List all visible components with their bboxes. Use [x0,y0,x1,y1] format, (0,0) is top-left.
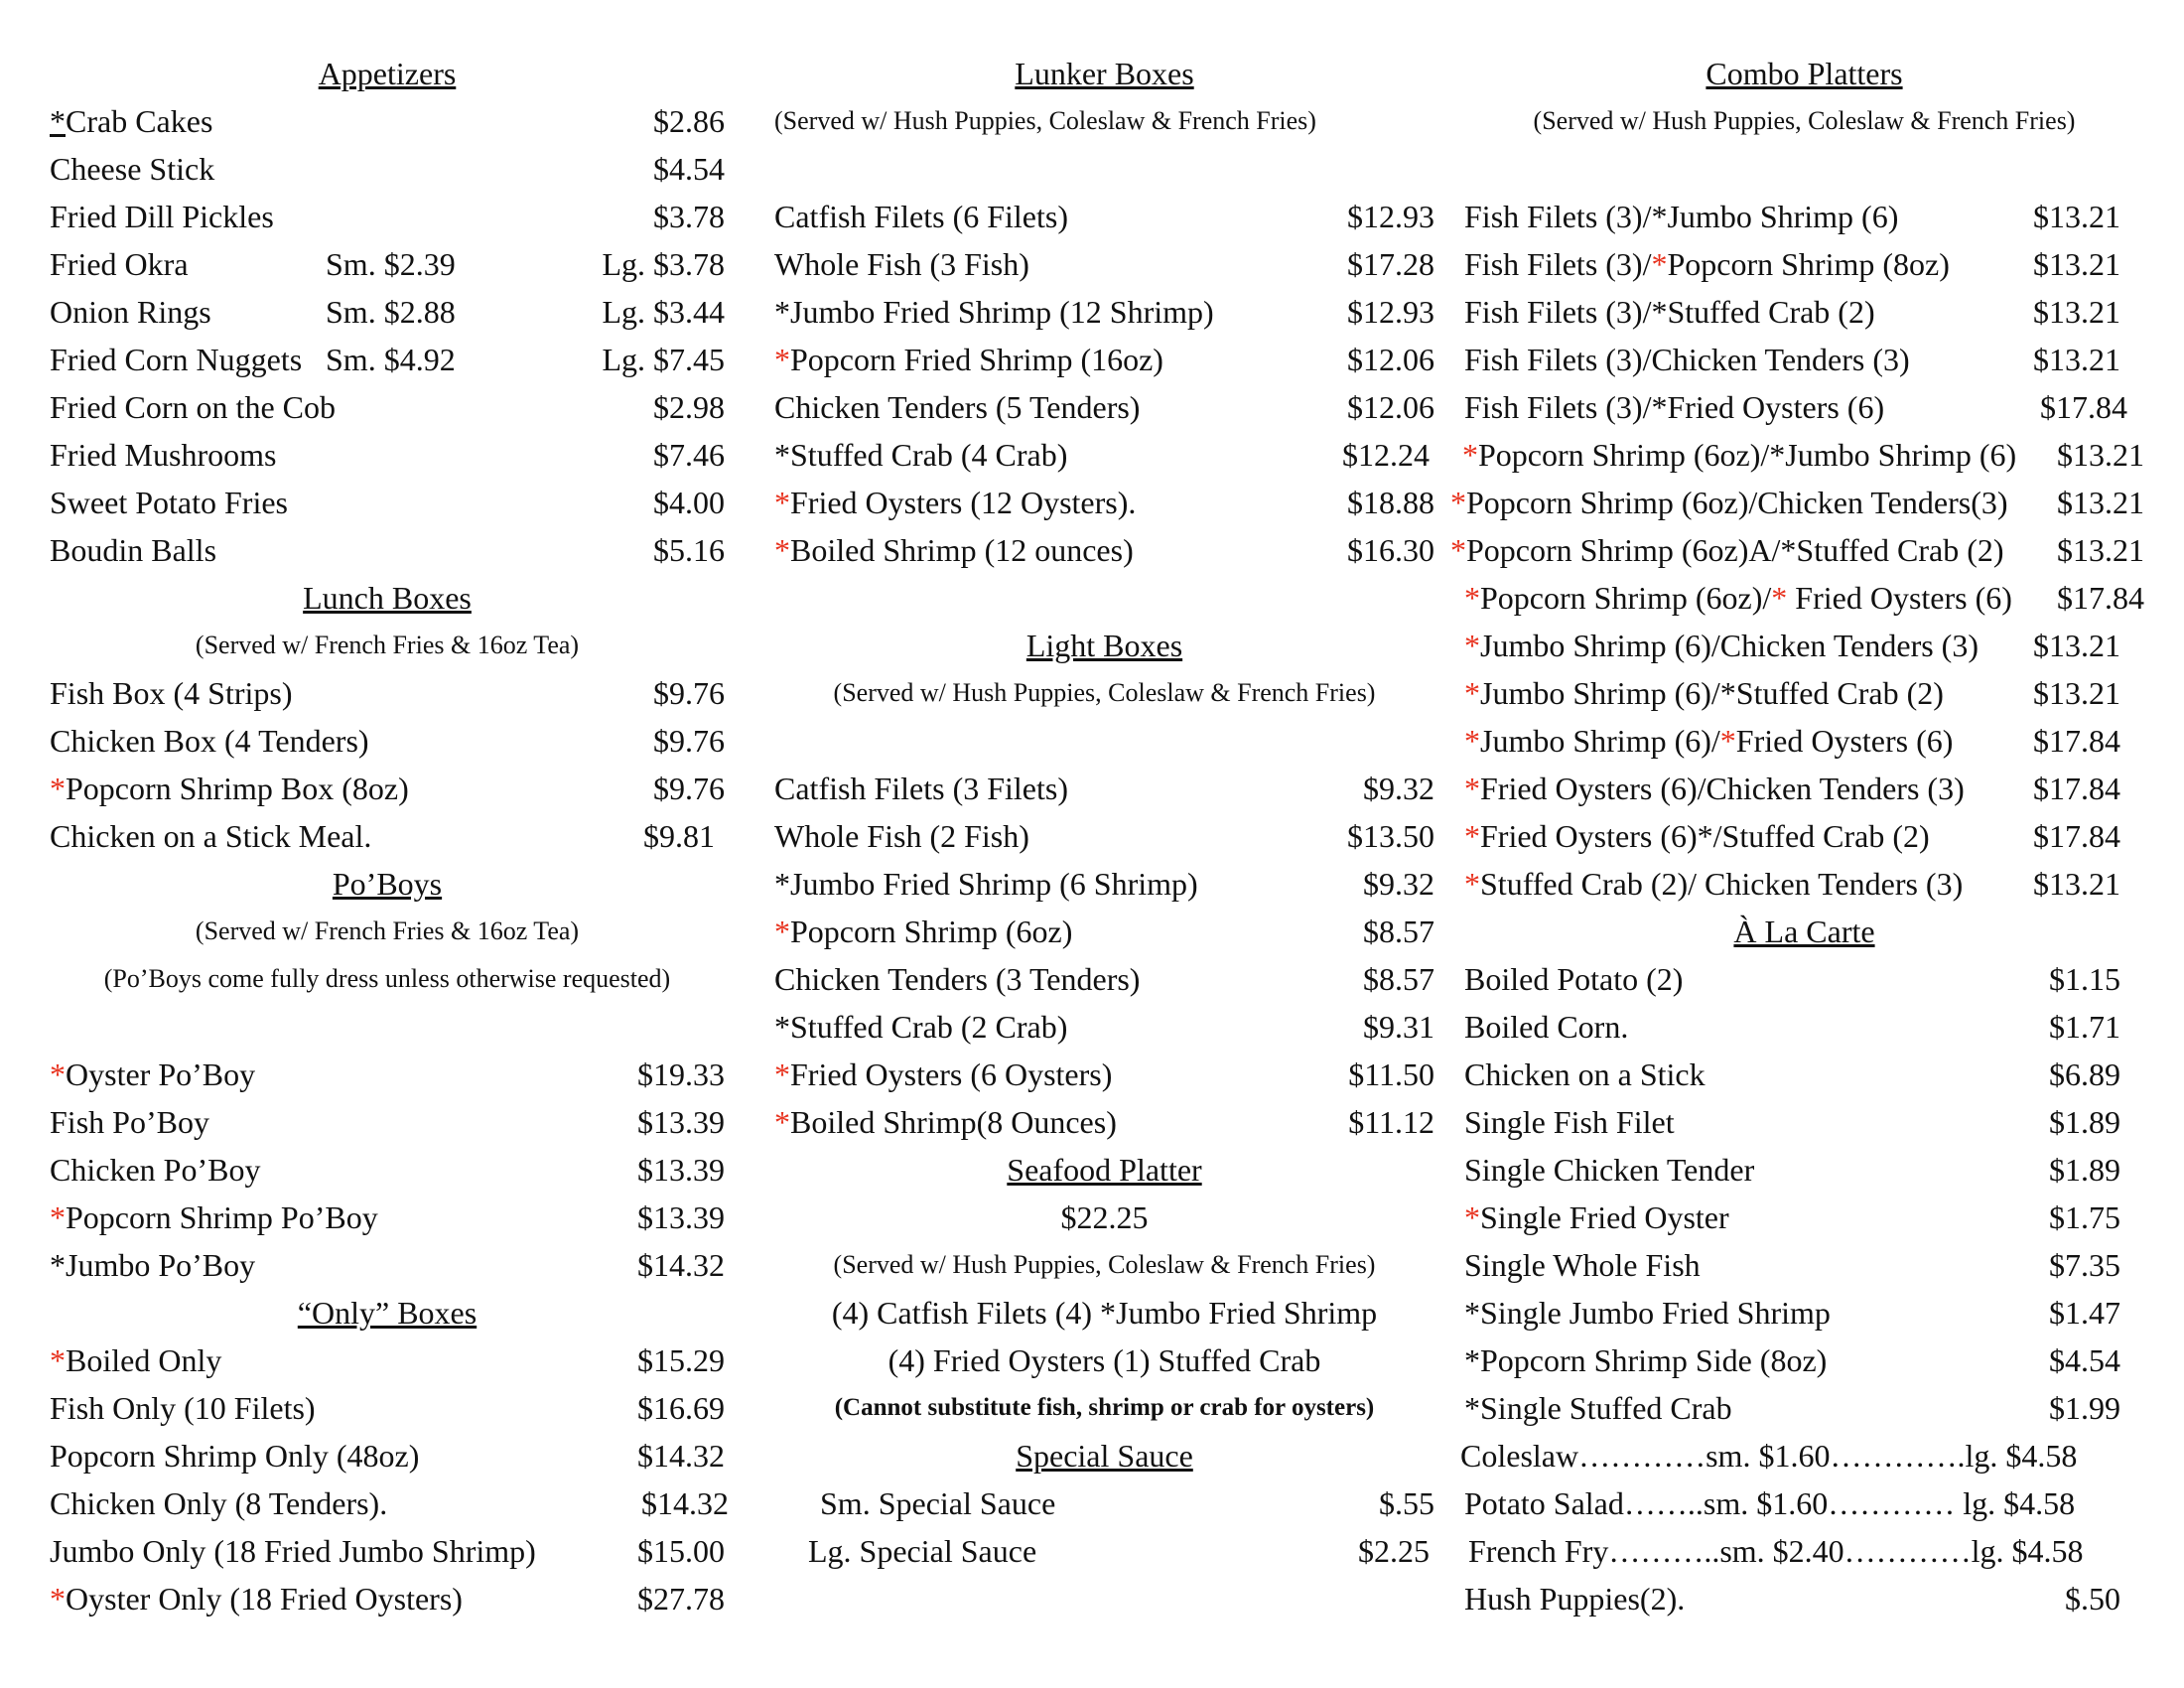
item-name: Chicken Po’Boy [50,1152,261,1188]
item-name: Fried Oysters (12 Oysters). [790,485,1137,520]
menu-item [774,955,1434,1003]
item-name: Boudin Balls [50,532,217,568]
menu-item [50,669,725,717]
star-marker: * [1719,675,1736,711]
item-name-part: Stuffed Crab (2) [1796,532,2004,568]
item-price: $6.89 [2049,1056,2120,1092]
item-name-part: Fish Filets (3)/ [1464,342,1652,377]
item-name-part: Fried Oysters (6)/ [1480,771,1706,806]
menu-item [50,1336,725,1384]
lunch-boxes-heading: Lunch Boxes [303,580,472,616]
item-price: $14.32 [637,1247,725,1283]
item-name: Fried Dill Pickles [50,199,274,234]
seafood-platter-line-2: (4) Fried Oysters (1) Stuffed Crab [887,1342,1321,1378]
spacer [774,145,1434,193]
item-price: $14.32 [641,1485,729,1521]
item-name: Fish Box (4 Strips) [50,675,293,711]
combo-platters-note: (Served w/ Hush Puppies, Coleslaw & French Fries) [1533,106,2076,135]
star-marker: * [1719,723,1736,759]
item-price: $13.21 [2033,294,2120,330]
star-marker: * [50,103,66,139]
menu-item [1464,1194,2144,1241]
combo-item [1464,240,2144,288]
side-item [1464,1527,2144,1575]
item-name-part: Stuffed Crab (2) [1667,294,1875,330]
item-price: $4.54 [2049,1342,2120,1378]
menu-item [774,288,1434,336]
item-name: Single Fried Oyster [1480,1199,1729,1235]
item-price: $12.93 [1347,199,1434,234]
star-marker: * [1771,580,1788,616]
item-name-part: Jumbo Shrimp (6) [1785,437,2017,473]
menu-item [1464,1384,2144,1432]
combo-item [1464,622,2144,669]
item-name-part: Chicken Tenders (3) [1719,628,1979,663]
item-name: Chicken on a Stick [1464,1056,1706,1092]
menu-item [50,765,725,812]
combo-platters-heading: Combo Platters [1706,56,1903,91]
item-name-part: Chicken Tenders (3) [1706,771,1965,806]
item-name-part: Jumbo Shrimp (6)/ [1480,675,1720,711]
star-marker: * [1464,675,1480,711]
a-la-carte-list [1464,955,2144,1432]
item-name-part: Popcorn Shrimp (6oz)/ [1466,485,1758,520]
item-name: Fish Only (10 Filets) [50,1390,316,1426]
menu-item [50,526,725,574]
poboys-dress-note: (Po’Boys come fully dress unless otherwise requested) [103,964,671,993]
right-column [1450,50,2144,1622]
combo-list [1450,193,2144,908]
star-marker: * [1651,389,1668,425]
item-price: $13.21 [2033,866,2120,902]
item-price: $11.12 [1348,1104,1434,1140]
item-name: *Popcorn Shrimp Side (8oz) [1464,1342,1828,1378]
menu-item [50,383,725,431]
item-name-part: Stuffed Crab (2) [1721,818,1930,854]
star-marker: * [50,1342,66,1378]
item-price: $4.54 [653,151,725,187]
item-price: $12.24 [1342,437,1430,473]
item-name: Chicken on a Stick Meal. [50,818,372,854]
lunker-boxes-heading: Lunker Boxes [1015,56,1194,91]
item-name: Fried Okra [50,246,189,282]
item-price: $9.81 [643,818,715,854]
item-name: Popcorn Shrimp Po’Boy [66,1199,378,1235]
menu-item [774,812,1434,860]
seafood-platter-heading: Seafood Platter [1007,1152,1202,1188]
item-name-part: Fish Filets (3)/ [1464,246,1652,282]
combo-item [1464,336,2144,383]
item-price: $1.99 [2049,1390,2120,1426]
star-marker: * [1651,199,1668,234]
star-marker: * [1464,723,1480,759]
menu-item [50,479,725,526]
menu-item [1464,1003,2144,1051]
seafood-platter-price: $22.25 [1060,1199,1149,1235]
item-name: *Single Jumbo Fried Shrimp [1464,1295,1831,1331]
star-marker: * [1464,628,1480,663]
spacer [774,717,1434,765]
item-name: Cheese Stick [50,151,215,187]
item-price: $27.78 [637,1581,725,1617]
item-name-part: Fried Oysters (6) [1787,580,2012,616]
large-price: Lg. $3.78 [602,246,725,282]
item-price: $5.16 [653,532,725,568]
item-name: Single Whole Fish [1464,1247,1701,1283]
item-price: $12.06 [1347,389,1434,425]
menu-item [774,479,1434,526]
combo-item [1450,526,2144,574]
combo-item [1464,383,2144,431]
combo-item [1464,669,2144,717]
menu-item [774,431,1434,479]
menu-item [774,240,1434,288]
item-price: $13.21 [2033,199,2120,234]
combo-item [1450,479,2144,526]
menu-item [774,1479,1434,1527]
combo-item [1464,193,2144,240]
star-marker: * [774,1104,790,1140]
a-la-carte-heading: À La Carte [1733,914,1875,949]
item-price: $16.30 [1347,532,1434,568]
star-marker: * [1769,437,1786,473]
item-price: $1.15 [2049,961,2120,997]
item-price: $17.84 [2057,580,2144,616]
item-name: Single Chicken Tender [1464,1152,1755,1188]
item-price: $13.21 [2033,675,2120,711]
star-marker: * [774,914,790,949]
item-name: Boiled Only [66,1342,222,1378]
lunker-boxes-note: (Served w/ Hush Puppies, Coleslaw & French Fries) [774,106,1316,135]
menu-item [774,336,1434,383]
menu-item [50,336,725,383]
item-price: $15.29 [637,1342,725,1378]
item-name: Hush Puppies(2). [1464,1581,1686,1617]
item-price: $2.86 [653,103,725,139]
item-price: $19.33 [637,1056,725,1092]
poboys-note: (Served w/ French Fries & 16oz Tea) [195,916,580,945]
item-name: *Single Stuffed Crab [1464,1390,1732,1426]
left-column [50,50,729,1622]
item-name: Fried Oysters (6 Oysters) [790,1056,1113,1092]
side-item [1460,1432,2144,1479]
item-price: $8.57 [1363,914,1434,949]
item-price: $.55 [1379,1485,1434,1521]
menu-item [50,1479,729,1527]
item-price: $14.32 [637,1438,725,1474]
star-marker: * [1450,485,1466,520]
item-price: $13.21 [2057,485,2144,520]
star-marker: * [1464,818,1480,854]
only-boxes-heading: “Only” Boxes [297,1295,478,1331]
item-price: $17.84 [2040,389,2127,425]
seafood-platter-warning: (Cannot substitute fish, shrimp or crab for oysters) [834,1394,1375,1421]
menu-item [774,383,1434,431]
item-price: $7.35 [2049,1247,2120,1283]
item-price: $13.39 [637,1152,725,1188]
star-marker: * [50,1581,66,1617]
side-item [1464,1479,2144,1527]
menu-item [774,1003,1434,1051]
star-marker: * [1462,437,1478,473]
light-boxes-note: (Served w/ Hush Puppies, Coleslaw & French Fries) [833,678,1376,707]
item-name-part: Jumbo Shrimp (6)/ [1480,723,1720,759]
item-name-part: Chicken Tenders (3) [1705,866,1964,902]
item-price: $1.89 [2049,1104,2120,1140]
item-price: $9.31 [1363,1009,1434,1045]
star-marker: * [774,342,790,377]
item-price: $12.93 [1347,294,1434,330]
combo-item [1464,574,2144,622]
star-marker: * [774,485,790,520]
item-price: $1.89 [2049,1152,2120,1188]
item-name: Boiled Shrimp(8 Ounces) [790,1104,1117,1140]
side-text: French Fry………..sm. $2.40…………lg. $4.58 [1468,1533,2084,1569]
item-price: $4.00 [653,485,725,520]
menu-item [50,288,725,336]
star-marker: * [1450,532,1466,568]
item-name: Chicken Tenders (5 Tenders) [774,389,1141,425]
item-name: Whole Fish (3 Fish) [774,246,1029,282]
item-name: Fried Mushrooms [50,437,277,473]
item-name-part: Popcorn Shrimp (6oz)A/ [1466,532,1781,568]
item-name-part: Stuffed Crab (2)/ [1480,866,1706,902]
star-marker: * [50,1056,66,1092]
item-name: *Jumbo Fried Shrimp (12 Shrimp) [774,294,1214,330]
combo-item [1464,431,2144,479]
item-name-part: Jumbo Shrimp (6) [1667,199,1899,234]
menu-item [774,765,1434,812]
combo-item [1464,288,2144,336]
menu-item [774,1098,1434,1146]
item-name: Catfish Filets (6 Filets) [774,199,1068,234]
spacer [50,1003,725,1051]
menu-item [50,1384,725,1432]
item-name: *Jumbo Fried Shrimp (6 Shrimp) [774,866,1198,902]
item-name-part: Chicken Tenders (3) [1651,342,1910,377]
spacer [774,574,1434,622]
menu-item [774,526,1434,574]
menu-item [1464,1051,2144,1098]
item-name-part: Popcorn Shrimp (8oz) [1667,246,1950,282]
side-text: Coleslaw…………sm. $1.60………….lg. $4.58 [1460,1438,2078,1474]
menu-item [774,1051,1434,1098]
combo-item [1464,717,2144,765]
middle-column [774,50,1434,1575]
item-price: $1.47 [2049,1295,2120,1331]
combo-item [1464,812,2144,860]
item-name: Whole Fish (2 Fish) [774,818,1029,854]
item-name-part: Fish Filets (3)/ [1464,199,1652,234]
menu-item [1464,1241,2144,1289]
combo-item [1464,860,2144,908]
star-marker: * [50,1199,66,1235]
item-name-part: Fish Filets (3)/ [1464,389,1652,425]
menu-item [1464,955,2144,1003]
seafood-platter-line-1: (4) Catfish Filets (4) *Jumbo Fried Shrimp [831,1295,1378,1331]
menu-item [50,1051,725,1098]
large-price: Lg. $3.44 [602,294,725,330]
item-price: $18.88 [1347,485,1434,520]
item-name-part: Fried Oysters (6) [1667,389,1885,425]
menu-item [50,1194,725,1241]
item-price: $13.21 [2033,628,2120,663]
item-name: Popcorn Shrimp Box (8oz) [66,771,409,806]
item-name: Popcorn Shrimp Only (48oz) [50,1438,420,1474]
item-name: *Stuffed Crab (2 Crab) [774,1009,1068,1045]
item-price: $17.84 [2033,818,2120,854]
item-price: $9.32 [1363,866,1434,902]
menu-item [50,145,725,193]
item-name: Lg. Special Sauce [808,1533,1037,1569]
menu-item [50,431,725,479]
menu-item [50,1575,725,1622]
item-price: $9.76 [653,675,725,711]
item-price: $1.71 [2049,1009,2120,1045]
item-name: Chicken Only (8 Tenders). [50,1485,388,1521]
item-price: $9.76 [653,723,725,759]
item-name-part: Fried Oysters (6) [1735,723,1954,759]
menu-item [50,1527,725,1575]
item-price: $9.76 [653,771,725,806]
item-name: *Stuffed Crab (4 Crab) [774,437,1068,473]
star-marker: * [774,532,790,568]
menu-item [50,1432,725,1479]
spacer [1464,145,2144,193]
item-price: $13.21 [2033,342,2120,377]
star-marker: * [1464,580,1480,616]
item-price: $11.50 [1348,1056,1434,1092]
menu-item [1464,1146,2144,1194]
item-name-part: Popcorn Shrimp (6oz)/ [1480,580,1772,616]
item-name: Popcorn Shrimp (6oz) [790,914,1073,949]
menu-item [50,717,725,765]
item-name-part: Chicken Tenders(3) [1757,485,2008,520]
item-price: $9.32 [1363,771,1434,806]
item-name: Chicken Tenders (3 Tenders) [774,961,1141,997]
menu-item [50,240,725,288]
item-price: $1.75 [2049,1199,2120,1235]
item-name: Sm. Special Sauce [820,1485,1056,1521]
item-name: Jumbo Only (18 Fried Jumbo Shrimp) [50,1533,536,1569]
star-marker: * [774,1056,790,1092]
menu-item [1464,1575,2144,1622]
star-marker: * [50,771,66,806]
item-name: Fried Corn on the Cob [50,389,336,425]
menu-item [50,1146,725,1194]
item-price: $2.25 [1358,1533,1430,1569]
star-marker: * [1651,294,1668,330]
light-boxes-heading: Light Boxes [1025,628,1183,663]
menu-item [774,860,1434,908]
lunch-boxes-note: (Served w/ French Fries & 16oz Tea) [195,631,580,659]
item-price: $13.39 [637,1199,725,1235]
star-marker: * [1464,771,1480,806]
item-price: $17.28 [1347,246,1434,282]
item-price: $8.57 [1363,961,1434,997]
item-price: $17.84 [2033,723,2120,759]
item-price: $.50 [2065,1581,2120,1617]
menu-item [50,1098,725,1146]
small-price: Sm. $4.92 [326,342,456,377]
menu-item [774,193,1434,240]
item-name-part: Jumbo Shrimp (6)/ [1480,628,1720,663]
item-price: $15.00 [637,1533,725,1569]
large-price: Lg. $7.45 [602,342,725,377]
item-name-part: Fish Filets (3)/ [1464,294,1652,330]
seafood-platter-note: (Served w/ Hush Puppies, Coleslaw & French Fries) [833,1250,1376,1279]
menu-item [50,193,725,240]
item-name: Boiled Potato (2) [1464,961,1684,997]
item-name: Boiled Shrimp (12 ounces) [790,532,1134,568]
side-text: Potato Salad……..sm. $1.60………… lg. $4.58 [1464,1485,2076,1521]
small-price: Sm. $2.88 [326,294,456,330]
item-name: Single Fish Filet [1464,1104,1675,1140]
item-name: Crab Cakes [66,103,213,139]
menu-item [50,812,725,860]
menu-item [50,1241,725,1289]
item-price: $13.21 [2033,246,2120,282]
item-name: Fried Corn Nuggets [50,342,303,377]
item-name: Fish Po’Boy [50,1104,209,1140]
item-price: $3.78 [653,199,725,234]
item-name: Oyster Only (18 Fried Oysters) [66,1581,463,1617]
menu-item [50,97,725,145]
poboys-heading: Po’Boys [332,866,443,902]
menu-item [774,908,1434,955]
star-marker: * [1464,866,1480,902]
item-name: Onion Rings [50,294,211,330]
small-price: Sm. $2.39 [326,246,456,282]
special-sauce-heading: Special Sauce [1016,1438,1193,1474]
star-marker: * [1464,1199,1480,1235]
item-name: Sweet Potato Fries [50,485,288,520]
item-price: $13.50 [1347,818,1434,854]
item-name: Popcorn Fried Shrimp (16oz) [790,342,1163,377]
item-price: $17.84 [2033,771,2120,806]
item-name-part: Fried Oysters (6)*/ [1480,818,1722,854]
menu-item [1464,1289,2144,1336]
item-price: $7.46 [653,437,725,473]
menu-item [1464,1098,2144,1146]
item-name: Catfish Filets (3 Filets) [774,771,1068,806]
item-name: *Jumbo Po’Boy [50,1247,256,1283]
item-price: $2.98 [653,389,725,425]
item-name: Boiled Corn. [1464,1009,1629,1045]
item-price: $16.69 [637,1390,725,1426]
item-name: Chicken Box (4 Tenders) [50,723,369,759]
item-price: $12.06 [1347,342,1434,377]
star-marker: * [1780,532,1797,568]
appetizers-heading: Appetizers [318,56,457,91]
item-name-part: Popcorn Shrimp (6oz)/ [1478,437,1770,473]
menu-item [1464,1336,2144,1384]
item-price: $13.39 [637,1104,725,1140]
menu-item [774,1527,1434,1575]
item-price: $13.21 [2057,532,2144,568]
star-marker: * [1651,246,1668,282]
item-name-part: Stuffed Crab (2) [1735,675,1944,711]
combo-item [1464,765,2144,812]
item-name: Oyster Po’Boy [66,1056,256,1092]
item-price: $13.21 [2057,437,2144,473]
